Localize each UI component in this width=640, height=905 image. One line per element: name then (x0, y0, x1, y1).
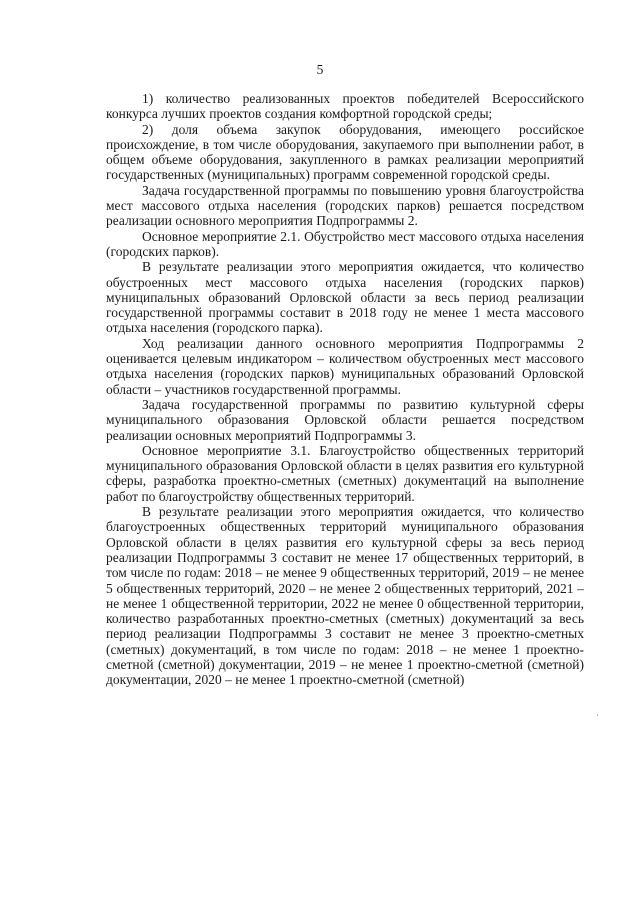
paragraph-4: Основное мероприятие 2.1. Обустройство мест массового отдыха населения (городских парков). (106, 228, 584, 259)
paragraph-1: 1) количество реализованных проектов победителей Всероссийского конкурса лучших проектов создания комфортной городской среды; (106, 91, 584, 122)
paragraph-7: Задача государственной программы по развитию культурной сферы муниципального образования Орловской области решается посредством реализации основных мероприятий Подпрограммы 3. (106, 396, 584, 443)
paragraph-5: В результате реализации этого мероприятия ожидается, что количество обустроенных мест массового отдыха населения (городских парков) муниципальных образований Орловской области за весь период реализации государственной программы составит в 2018 году не менее 1 места массового отдыха населения (городского парка). (106, 259, 584, 336)
paragraph-8: Основное мероприятие 3.1. Благоустройство общественных территорий муниципального образования Орловской области в целях развития его культурной сферы, разработка проектно-сметных (сметных) документаций на выполнение работ по благоустройству общественных территорий. (106, 442, 584, 504)
paragraph-6: Ход реализации данного основного мероприятия Подпрограммы 2 оценивается целевым индикатором – количеством обустроенных мест массового отдыха населения (городских парков) муниципальных образований Орловской области – участников государственной программы. (106, 335, 584, 397)
paragraph-3: Задача государственной программы по повышению уровня благоустройства мест массового отдыха населения (городских парков) решается посредством реализации основного мероприятия Подпрограммы 2. (106, 182, 584, 229)
paragraph-2: 2) доля объема закупок оборудования, имеющего российское происхождение, в том числе оборудования, закупаемого при выполнении работ, в общем объеме оборудования, закупленного в рамках реализации мероприятий государственных (муниципальных) программ современной городской среды. (106, 121, 584, 183)
body-text (106, 91, 584, 688)
page-number: 5 (316, 62, 324, 77)
paragraph-9: В результате реализации этого мероприятия ожидается, что количество благоустроенных общественных территорий муниципального образования Орловской области в целях развития его культурной сферы за весь период реализации Подпрограммы 3 составит не менее 17 общественных территорий, в том числе по годам: 2018 – не менее 9 общественных территорий, 2019 – не менее 5 общественных территорий, 2020 – не менее 2 общественных территорий, 2021 – не менее 1 общественной территории, 2022 не менее 0 общественной территории, количество разработанных проектно-сметных (сметных) документаций за весь период реализации Подпрограммы 3 составит не менее 3 проектно-сметных (сметных) документаций, в том числе по годам: 2018 – не менее 1 проектно-сметной (сметной) документации, 2019 – не менее 1 проектно-сметной (сметной) документации, 2020 – не менее 1 проектно-сметной (сметной) (106, 504, 584, 688)
scan-speck (597, 714, 598, 716)
